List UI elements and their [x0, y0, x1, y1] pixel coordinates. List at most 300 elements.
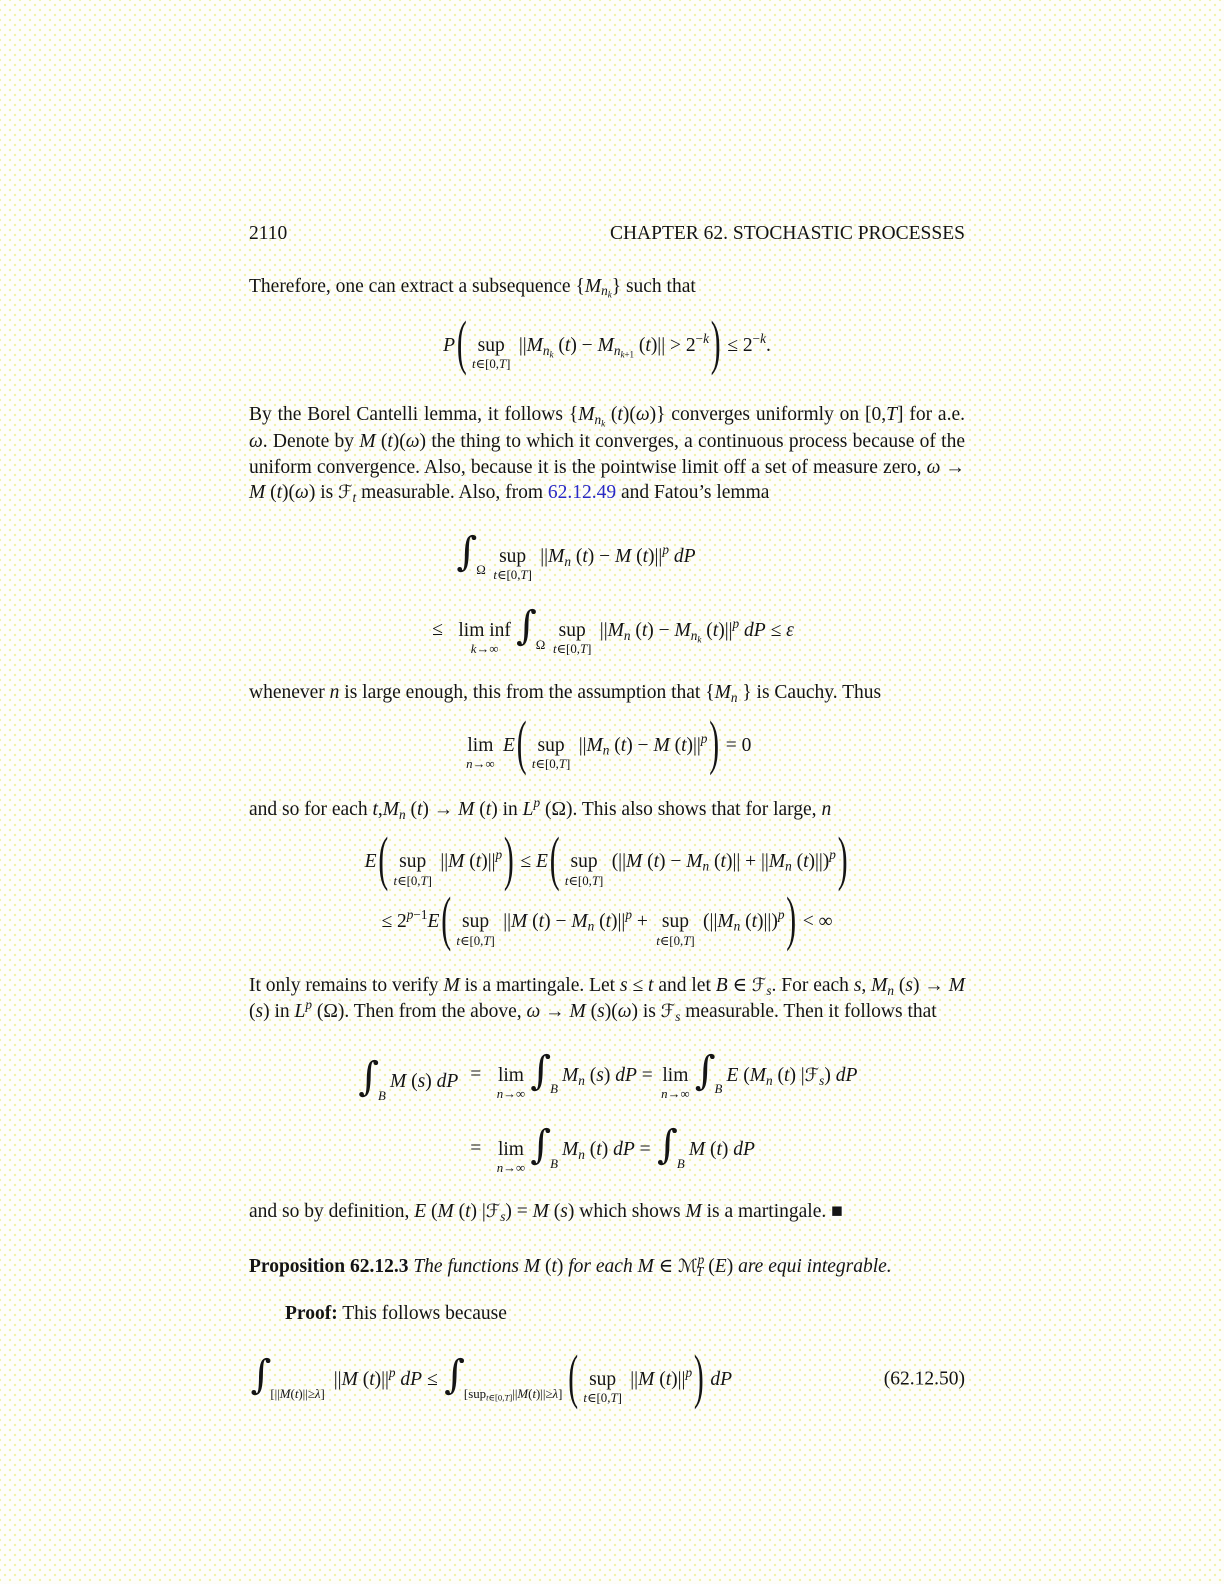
math-token: = — [634, 1138, 656, 1160]
math-token — [594, 412, 605, 427]
integral — [530, 1047, 560, 1097]
math-token: ≤ — [422, 1368, 443, 1390]
math-token: ) − — [659, 851, 687, 873]
math-token — [785, 859, 792, 874]
equation-cell — [455, 530, 696, 582]
equation-cell — [432, 617, 443, 642]
math-token: s — [560, 1201, 568, 1223]
math-token: M — [688, 1138, 706, 1160]
math-token: ) → — [913, 974, 949, 996]
math-token: ( — [669, 734, 682, 756]
math-token: M — [685, 1201, 702, 1223]
math-token: dP — [395, 1368, 423, 1390]
math-token: k — [607, 290, 612, 301]
equation-line — [249, 711, 965, 781]
math-token: ( — [426, 1201, 438, 1223]
math-token: , — [861, 974, 872, 996]
math-token: E — [498, 734, 515, 756]
integral-sign-icon: ∫ — [515, 603, 537, 650]
math-token: + — [631, 911, 653, 933]
integral — [530, 1122, 560, 1171]
math-token: ] — [617, 1391, 622, 1406]
math-token — [696, 331, 709, 346]
math-token: { — [705, 682, 715, 704]
math-token: M — [586, 734, 603, 756]
math-token: ≤ — [627, 974, 649, 996]
math-token: k — [620, 349, 625, 360]
math-token: ( — [406, 1070, 418, 1092]
math-token: k — [697, 634, 702, 645]
math-token: < ∞ — [797, 911, 833, 933]
math-token: sup — [661, 911, 689, 933]
para-proposition — [249, 1253, 965, 1279]
math-token: ( — [540, 1255, 552, 1277]
math-token: ■ — [831, 1201, 843, 1223]
eq-expectation-bound — [249, 828, 965, 957]
math-token: sup — [399, 851, 427, 873]
equation-line — [249, 1343, 965, 1415]
math-token: ] for a.e. — [897, 404, 965, 426]
para-borel-cantelli — [249, 402, 965, 505]
math-token: ) − — [626, 734, 654, 756]
math-token: || — [498, 911, 512, 933]
math-token: )|| — [481, 851, 496, 873]
math-token: ) − — [587, 545, 615, 567]
math-token: (Ω). This also shows that for large, — [540, 798, 822, 820]
math-token: [|| — [270, 1386, 280, 1401]
operator-limit — [493, 569, 531, 582]
script-letter: ℱ — [485, 1201, 501, 1223]
equation-cell — [470, 1136, 481, 1161]
math-token: )|| — [686, 734, 701, 756]
math-token: n — [690, 627, 698, 643]
math-token — [614, 343, 634, 358]
math-token: t — [531, 757, 536, 771]
math-token: ∈[0, — [488, 1392, 505, 1403]
math-token: t — [564, 873, 569, 888]
math-token: p — [388, 1364, 396, 1380]
integral — [657, 1122, 687, 1171]
content-column — [249, 221, 965, 1431]
math-token: t — [641, 619, 648, 641]
math-token: || — [513, 334, 527, 356]
math-token — [399, 807, 406, 822]
math-token: ) is — [631, 1001, 661, 1023]
math-token: B — [378, 1088, 386, 1103]
math-token: ) — [721, 1138, 734, 1160]
big-delimiter: ) — [710, 312, 721, 377]
math-token: T — [696, 1263, 704, 1279]
math-token: ] — [427, 873, 432, 888]
math-token: n — [613, 342, 621, 358]
math-token: →∞ — [667, 1087, 690, 1102]
math-token: M — [948, 974, 966, 996]
math-token: s — [255, 1001, 264, 1023]
para-definition-martingale — [249, 1199, 965, 1225]
math-token: t — [656, 933, 660, 948]
big-delimiter: ) — [503, 828, 514, 893]
math-token: ∈[0, — [459, 933, 484, 948]
big-delimiter: ) — [693, 1345, 704, 1411]
math-token: ) | — [789, 1064, 805, 1086]
math-token: t — [681, 734, 687, 756]
math-token: and so for each — [249, 798, 373, 820]
integral-lower-limit — [550, 1083, 558, 1096]
math-token: ω — [926, 456, 941, 478]
para-lp-convergence — [249, 796, 965, 822]
math-token — [305, 997, 312, 1012]
math-token: . Denote by — [262, 431, 360, 452]
equation-cell — [357, 1053, 459, 1103]
equation-line — [249, 888, 965, 957]
math-token: { — [575, 275, 585, 297]
math-token: p — [625, 907, 632, 923]
math-token: t — [493, 568, 497, 582]
math-token: ( — [464, 851, 476, 873]
script-letter: ℱ — [751, 974, 767, 996]
math-token: ≤ 2 — [722, 334, 753, 356]
math-token: t — [485, 798, 492, 820]
math-token: The functions M — [413, 1255, 541, 1277]
operator-name — [498, 1140, 524, 1160]
math-token: s — [766, 982, 772, 998]
operator-limit — [565, 875, 603, 888]
math-token: for each M — [568, 1255, 654, 1277]
integral-lower-limit — [476, 564, 486, 577]
math-token: M — [458, 798, 475, 820]
math-token: t — [387, 431, 393, 452]
math-token: M — [626, 851, 643, 873]
math-token: ( — [634, 334, 646, 356]
math-token: n — [594, 412, 602, 428]
math-token: n — [587, 919, 595, 935]
math-token: s — [905, 974, 914, 996]
operator-name — [478, 336, 505, 356]
math-token: s — [500, 1209, 506, 1225]
operator-limit — [583, 1392, 621, 1405]
math-token: M — [569, 1001, 586, 1023]
operator-name — [571, 852, 598, 872]
math-token: t — [620, 734, 627, 756]
integral-sign-icon: ∫ — [530, 1047, 552, 1094]
math-token: p — [685, 1364, 693, 1380]
math-token: lim — [467, 734, 494, 756]
math-token — [766, 1073, 773, 1088]
math-token: L — [522, 798, 534, 820]
math-token: ∈[0, — [586, 1391, 611, 1406]
math-token: ] — [599, 873, 604, 888]
math-token: E — [414, 1201, 427, 1223]
math-token: } is Cauchy. Thus — [737, 682, 882, 704]
math-token: measurable. Also, from — [356, 482, 548, 503]
math-token: ] — [527, 568, 532, 582]
math-token: ] — [506, 357, 511, 372]
math-token: n — [578, 1072, 585, 1088]
math-token: )||≥ — [298, 1386, 315, 1401]
math-token — [701, 731, 708, 746]
math-token — [829, 847, 836, 862]
math-token: )||≥ — [536, 1386, 553, 1401]
math-token: ) − — [544, 911, 572, 933]
math-token: M — [279, 1386, 291, 1401]
math-token: t — [475, 851, 482, 873]
math-token: T — [886, 404, 898, 426]
math-token: Proof: — [285, 1303, 338, 1325]
math-token: M — [548, 545, 565, 567]
math-token: M — [517, 1386, 529, 1401]
equation-cell — [493, 1123, 755, 1175]
math-token: ) − — [647, 619, 675, 641]
equation-cell — [493, 1049, 857, 1101]
math-token: B — [715, 974, 728, 996]
math-token: p — [777, 907, 785, 923]
math-token: ( — [642, 851, 654, 873]
math-token: ( — [585, 1001, 598, 1023]
math-token: t — [564, 334, 571, 356]
integral — [694, 1047, 725, 1097]
math-token: s — [853, 974, 862, 996]
math-token: s — [596, 1064, 604, 1086]
math-token: ( — [630, 619, 642, 641]
math-token: ∈[0, — [659, 933, 684, 948]
math-token: n — [496, 1161, 504, 1176]
math-token: ) is — [308, 482, 339, 503]
limit-operator — [493, 547, 531, 582]
math-token: ( — [703, 1255, 715, 1277]
math-token: n — [564, 553, 571, 569]
math-token: t — [369, 1368, 375, 1390]
math-token: ( — [609, 734, 621, 756]
eq-fatou-liminf — [249, 522, 965, 665]
math-token — [601, 283, 612, 301]
script-letter: ℱ — [660, 1001, 676, 1023]
math-token — [625, 907, 632, 922]
math-token: t — [720, 851, 726, 873]
operator-name — [467, 736, 493, 756]
math-token: ( — [705, 1138, 717, 1160]
math-token: ) — [425, 1070, 437, 1092]
math-token: ω — [617, 1001, 632, 1023]
math-token: ω — [405, 431, 420, 452]
math-token: = — [470, 1064, 482, 1086]
operator-name — [662, 912, 689, 932]
math-token: t — [352, 489, 357, 505]
math-token: M — [578, 404, 595, 426]
math-token: dP — [668, 545, 696, 567]
math-token: )|| — [648, 545, 663, 567]
math-token: → — [940, 456, 966, 478]
math-token: T — [579, 642, 588, 657]
math-token: →∞ — [472, 757, 495, 771]
math-token: E — [714, 1255, 727, 1277]
math-token: →∞ — [503, 1087, 526, 1102]
math-token: M — [607, 619, 624, 641]
operator-limit — [471, 643, 499, 656]
math-token: k — [703, 330, 709, 346]
math-token: ∈ — [653, 1255, 678, 1277]
big-delimiter: ( — [441, 888, 452, 953]
math-token: and let — [653, 974, 716, 996]
math-token: M — [359, 431, 376, 452]
math-token: ) — [603, 1064, 616, 1086]
math-token: sup — [589, 1368, 617, 1390]
operator-name — [538, 736, 565, 756]
math-token: ∈[0, — [397, 873, 421, 888]
math-token: T — [483, 933, 491, 948]
math-token: t — [751, 911, 758, 933]
limit-operator — [497, 1140, 525, 1175]
integral-lower-limit — [378, 1090, 386, 1103]
math-token: )|| — [718, 619, 733, 641]
math-token: t — [665, 1368, 672, 1390]
math-token: n — [329, 682, 340, 704]
limit-operator — [532, 736, 570, 771]
operator-limit — [656, 935, 694, 948]
math-token: → — [540, 1001, 570, 1023]
math-token: (Ω). Then from the above, — [312, 1001, 527, 1023]
math-token: ( — [249, 1001, 256, 1023]
math-token: k — [470, 642, 477, 657]
math-token: sup — [570, 851, 598, 873]
math-token: M — [341, 1368, 358, 1390]
math-token: = — [636, 1064, 658, 1086]
math-token: ( — [631, 545, 643, 567]
math-token: M — [686, 851, 703, 873]
para-martingale-verification — [249, 973, 965, 1025]
math-token — [407, 907, 428, 922]
math-token: M — [717, 911, 734, 933]
math-token: M — [562, 1138, 579, 1160]
math-token: and Fatou’s lemma — [616, 482, 770, 503]
math-token: M — [714, 682, 731, 704]
math-token: t — [648, 974, 654, 996]
math-token: p — [406, 907, 414, 923]
math-token: t — [642, 545, 649, 567]
math-token: t — [465, 1201, 471, 1223]
math-token: dP — [705, 1368, 733, 1390]
operator-limit — [472, 358, 510, 371]
math-token: M — [674, 619, 691, 641]
math-token — [578, 1147, 585, 1162]
limit-operator — [456, 912, 494, 947]
math-token: dP — [733, 1138, 755, 1160]
operator-limit — [497, 1088, 525, 1101]
operator-name — [589, 1370, 616, 1390]
math-token: )|| — [671, 1368, 686, 1390]
math-token: E — [536, 851, 548, 873]
math-token: sup — [558, 619, 586, 641]
math-token: ∈[0, — [535, 757, 559, 771]
math-token: )||) — [808, 851, 830, 873]
math-token: n — [733, 919, 741, 935]
operator-name — [498, 1066, 524, 1086]
integral — [515, 603, 548, 652]
math-token: By the Borel Cantelli lemma, it follows — [249, 404, 569, 426]
math-token: ≤ — [515, 851, 536, 873]
math-token: p — [533, 794, 541, 810]
math-token: n — [496, 1087, 504, 1102]
math-token: k — [601, 418, 606, 429]
crossref-link[interactable]: 62.12.49 — [547, 482, 617, 503]
math-token: M — [653, 734, 670, 756]
math-token: n — [702, 859, 710, 875]
math-token: lim — [497, 1064, 524, 1086]
integral-sign-icon: ∫ — [657, 1122, 678, 1169]
math-token: t — [582, 545, 588, 567]
math-token: M — [571, 911, 588, 933]
limit-operator — [656, 912, 694, 947]
math-token: ] — [587, 642, 592, 657]
math-token: n — [730, 690, 738, 706]
math-token: M — [443, 974, 460, 996]
math-token: s — [819, 1072, 825, 1088]
math-token: ∈ — [727, 974, 752, 996]
operator-limit — [456, 935, 494, 948]
math-token: t — [551, 1255, 557, 1277]
big-delimiter: ( — [378, 828, 389, 893]
math-token: p — [305, 997, 312, 1013]
math-token: are equi integrable. — [738, 1255, 892, 1277]
math-token — [662, 542, 669, 557]
math-token: M — [638, 1368, 655, 1390]
math-token: n — [821, 798, 832, 820]
math-token: ( — [738, 1064, 750, 1086]
integral-lower-limit — [536, 639, 546, 652]
big-delimiter: ) — [786, 888, 797, 953]
math-token: ≤ — [432, 619, 443, 641]
math-token: . — [765, 334, 771, 356]
page-header — [249, 221, 965, 247]
integral-sign-icon: ∫ — [694, 1047, 716, 1094]
math-token: t — [538, 911, 545, 933]
math-token: dP — [436, 1070, 459, 1092]
math-token: lim inf — [458, 619, 511, 641]
math-token: t — [583, 1391, 587, 1406]
math-token: ) → — [422, 798, 459, 820]
math-token: ∈[0, — [496, 568, 521, 582]
math-token: This follows because — [337, 1303, 507, 1325]
math-token — [543, 343, 554, 358]
math-token: n — [466, 757, 473, 771]
limit-operator — [497, 1066, 525, 1101]
math-token: || — [435, 851, 449, 873]
math-token: sup — [462, 911, 490, 933]
math-token: M — [249, 482, 266, 503]
math-token: t — [784, 1064, 790, 1086]
operator-name — [559, 621, 586, 641]
math-token: ) — [726, 1255, 739, 1277]
integral-sign-icon: ∫ — [444, 1351, 465, 1398]
math-token: lim — [662, 1064, 689, 1086]
math-token: , — [377, 798, 383, 820]
math-token: t — [803, 851, 809, 873]
math-token: n — [887, 982, 895, 998]
limit-operator — [458, 621, 511, 656]
math-token: −1 — [413, 907, 428, 923]
math-token: p — [662, 541, 669, 557]
eq-lim-expectation-zero — [249, 711, 965, 781]
math-token: t — [712, 619, 719, 641]
math-token: n — [578, 1146, 585, 1162]
math-token — [564, 553, 571, 568]
math-token: ] — [320, 1386, 325, 1401]
integral — [456, 528, 488, 578]
math-token: dP — [739, 619, 766, 641]
math-token: )|| + || — [725, 851, 769, 873]
math-token: ) — [601, 1138, 614, 1160]
math-token: M — [584, 275, 602, 297]
math-token: ) = — [505, 1201, 533, 1223]
